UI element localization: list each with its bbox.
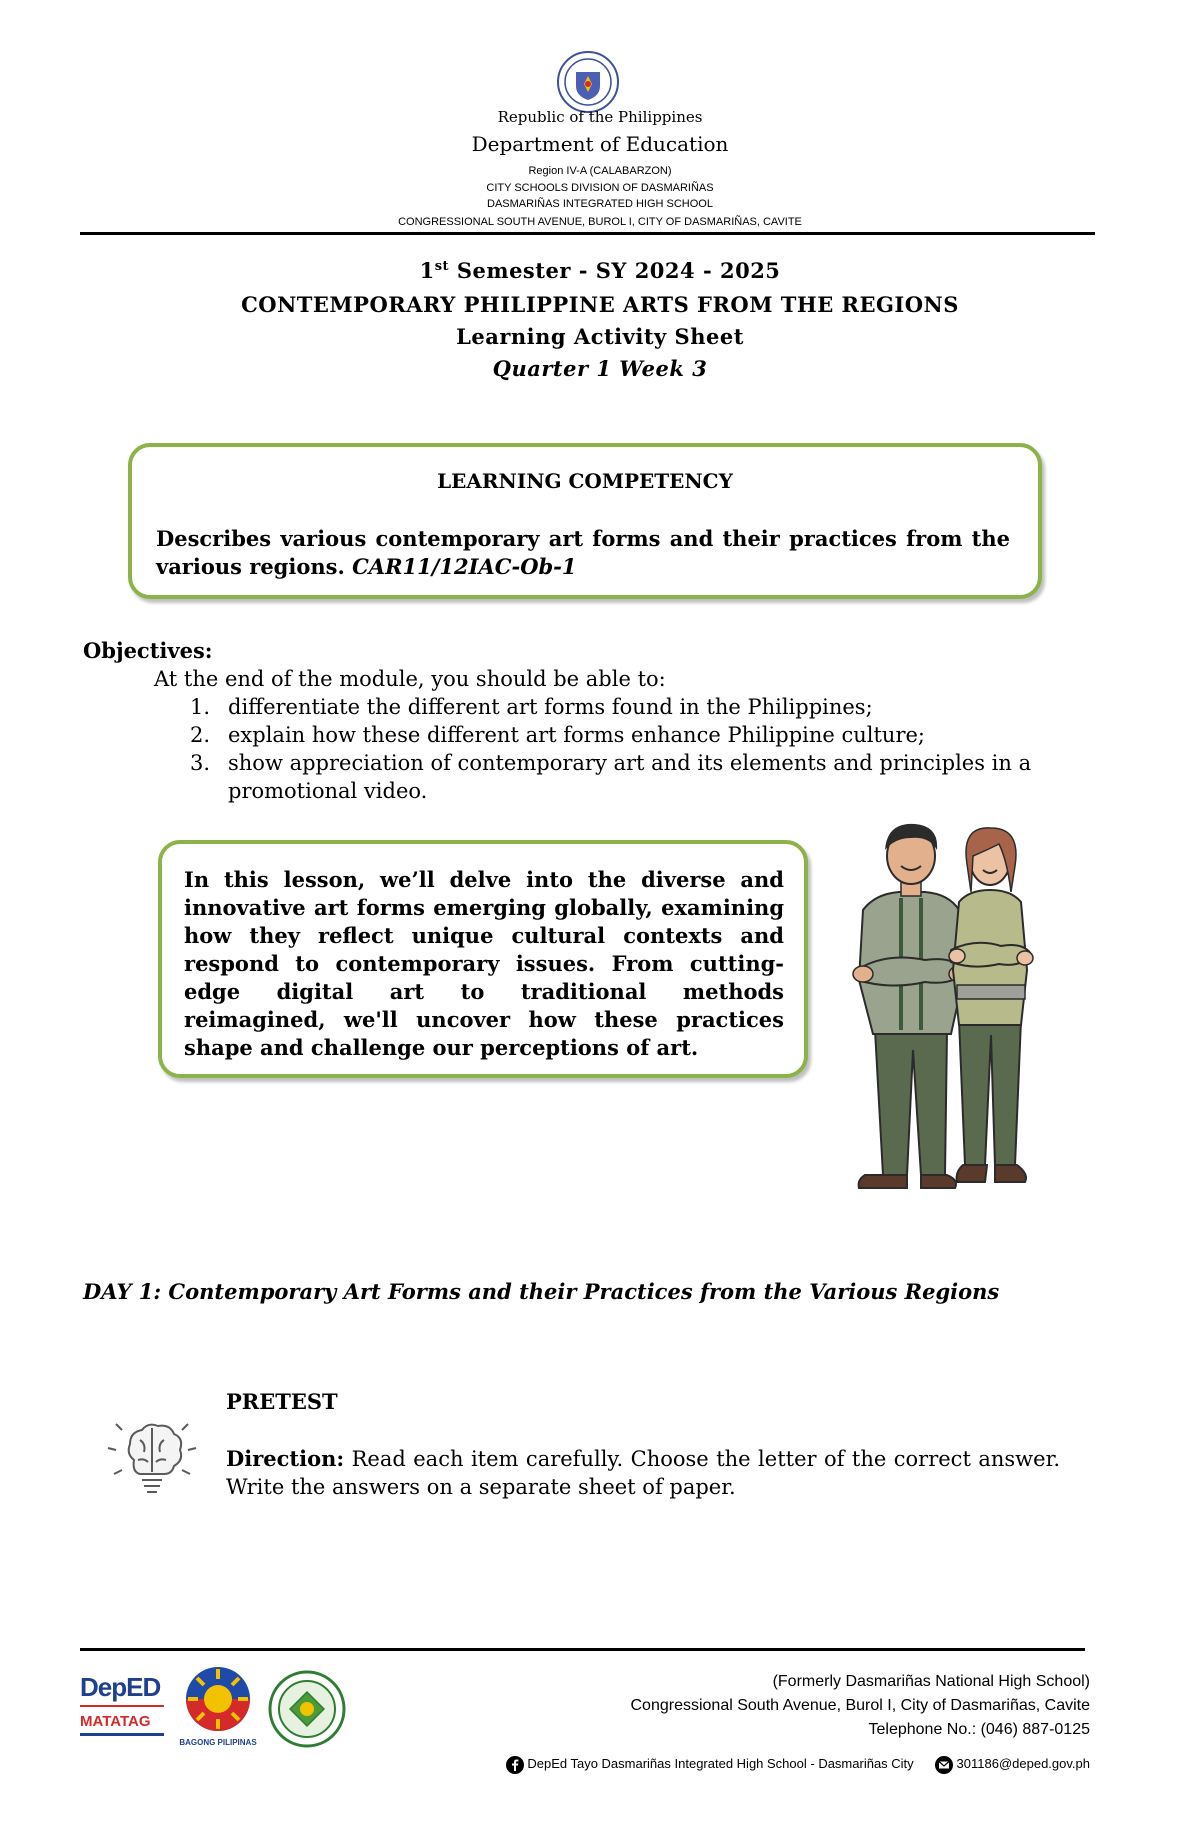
competency-box (128, 443, 1042, 599)
facebook-text: DepEd Tayo Dasmariñas Integrated High School - Dasmariñas City (527, 1756, 914, 1772)
footer-contacts (450, 1756, 1090, 1774)
header-school: DASMARIÑAS INTEGRATED HIGH SCHOOL (487, 198, 713, 210)
objective-text: explain how these different art forms enhance Philippine culture; (228, 723, 925, 747)
bagong-pilipinas-sun-icon (183, 1664, 253, 1734)
lesson-box (158, 840, 808, 1078)
competency-code: CAR11/12IAC-Ob-1 (352, 554, 577, 579)
matatag-logo-text: MATATAG (80, 1713, 151, 1730)
boy-figure (853, 824, 969, 1188)
objectives-intro: At the end of the module, you should be able to: (154, 667, 666, 691)
competency-description: Describes various contemporary art forms and their practices from the various regions. (156, 526, 1010, 579)
semester-line (0, 258, 1200, 283)
semester-num: 1 (419, 258, 435, 283)
sheet-title: Learning Activity Sheet (456, 324, 744, 349)
subject-title: CONTEMPORARY PHILIPPINE ARTS FROM THE REGIONS (241, 292, 959, 317)
objective-item-2 (190, 721, 1070, 749)
matatag-logo-rule (80, 1733, 164, 1736)
footer-divider (80, 1648, 1085, 1651)
deped-logo-text: DepED (80, 1672, 161, 1702)
objectives-list (190, 693, 1070, 805)
footer-telephone: Telephone No.: (046) 887-0125 (868, 1721, 1090, 1738)
bagong-pilipinas-text: BAGONG PILIPINAS (179, 1738, 257, 1747)
bagong-pilipinas-logo (176, 1664, 260, 1760)
brain-lightbulb-icon (104, 1410, 200, 1506)
header-department: Department of Education (471, 132, 729, 156)
footer-address: Congressional South Avenue, Burol I, City of Dasmariñas, Cavite (630, 1697, 1090, 1714)
semester-sup: st (434, 259, 450, 274)
objective-num: 3. (190, 751, 211, 775)
direction-label: Direction: (226, 1446, 345, 1471)
competency-heading: LEARNING COMPETENCY (437, 469, 733, 493)
footer-formerly: (Formerly Dasmariñas National High School) (772, 1673, 1090, 1690)
pretest-direction (226, 1445, 1060, 1501)
deped-matatag-logo (80, 1672, 164, 1754)
objectives-heading: Objectives: (83, 638, 213, 663)
objective-text: show appreciation of contemporary art and its elements and principles in a promotional video. (228, 751, 1032, 803)
email-icon (935, 1756, 953, 1774)
deped-logo-rule (80, 1705, 164, 1707)
facebook-link[interactable] (506, 1756, 918, 1771)
objective-item-3 (190, 749, 1070, 805)
semester-rest: Semester - SY 2024 - 2025 (449, 258, 781, 283)
students-illustration (835, 820, 1045, 1190)
header-divider (80, 232, 1095, 235)
email-text: 301186@deped.gov.ph (956, 1756, 1090, 1772)
day1-title: DAY 1: Contemporary Art Forms and their Practices from the Various Regions (83, 1279, 1000, 1304)
objective-num: 1. (190, 695, 211, 719)
objective-num: 2. (190, 723, 211, 747)
objective-item-1 (190, 693, 1070, 721)
email-link[interactable] (935, 1756, 1090, 1771)
school-seal-icon (268, 1670, 346, 1748)
competency-text (156, 525, 1010, 581)
header-region: Region IV-A (CALABARZON) (528, 165, 672, 177)
header-republic: Republic of the Philippines (497, 108, 703, 126)
facebook-icon (506, 1756, 524, 1774)
header-division: CITY SCHOOLS DIVISION OF DASMARIÑAS (486, 182, 714, 194)
header-address: CONGRESSIONAL SOUTH AVENUE, BUROL I, CITY OF DASMARIÑAS, CAVITE (398, 216, 802, 228)
deped-seal-icon (556, 50, 620, 114)
girl-figure (949, 828, 1033, 1182)
quarter-title: Quarter 1 Week 3 (492, 356, 708, 381)
objective-text: differentiate the different art forms found in the Philippines; (228, 695, 873, 719)
lesson-text: In this lesson, we’ll delve into the diverse and innovative art forms emerging globally, examining how they reflect unique cultural contexts and respond to contemporary issues. From cutting-edge digital art to traditional methods reimagined, we'll uncover how these practices shape and challenge our perceptions of art. (184, 867, 784, 1060)
direction-text: Read each item carefully. Choose the letter of the correct answer. Write the answers on a separate sheet of paper. (226, 1447, 1060, 1499)
pretest-heading: PRETEST (226, 1389, 338, 1414)
